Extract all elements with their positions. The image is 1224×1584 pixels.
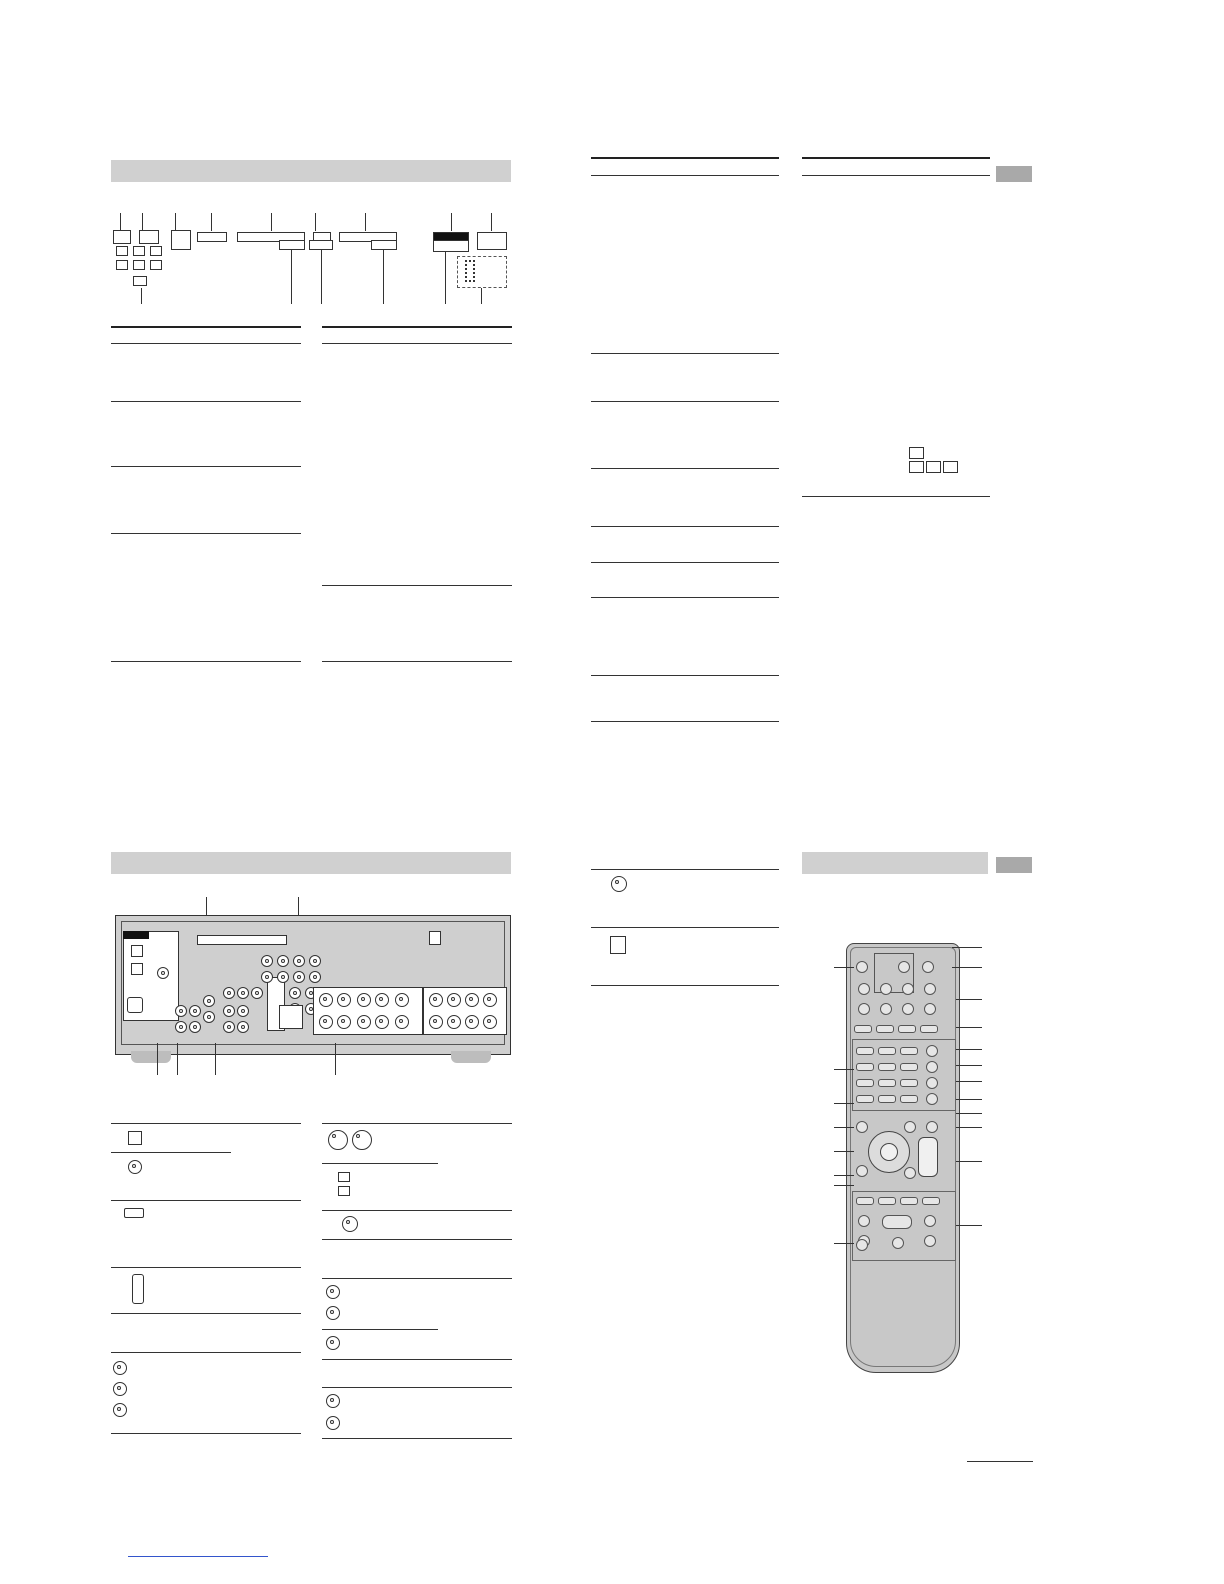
speaker-indicator	[116, 260, 128, 270]
system-power-button[interactable]	[922, 961, 934, 973]
speaker-indicator	[943, 461, 958, 473]
rca-jack-icon	[326, 1394, 340, 1408]
rca-jack-icon	[326, 1416, 340, 1430]
speaker-indicator	[909, 461, 924, 473]
volume-rocker[interactable]	[918, 1137, 938, 1177]
side-tab	[996, 166, 1032, 182]
rca-jack-icon	[113, 1382, 127, 1396]
power-button[interactable]	[856, 961, 868, 973]
rca-jack-icon	[326, 1285, 340, 1299]
enter-button[interactable]	[880, 1143, 898, 1161]
indicator-box	[113, 230, 131, 244]
optical-jack-icon	[131, 963, 143, 975]
speaker-indicator	[133, 260, 145, 270]
rear-panel-diagram	[111, 895, 516, 1075]
optical-jack-icon	[131, 945, 143, 957]
shift-button[interactable]	[856, 1239, 868, 1251]
hdmi-port-icon	[124, 1208, 144, 1218]
coaxial-jack-icon	[157, 967, 169, 979]
side-tab	[996, 857, 1032, 873]
indicator-box	[309, 240, 333, 250]
indicator-box	[197, 232, 227, 242]
speaker-indicator	[116, 246, 128, 256]
indicator-box	[279, 240, 305, 250]
remote-section-band	[802, 852, 988, 874]
speaker-terminal-icon	[328, 1130, 348, 1150]
dmport-icon	[127, 997, 143, 1013]
av-button[interactable]	[898, 961, 910, 973]
optical-jack-icon	[128, 1131, 142, 1145]
antenna-terminal-icon	[342, 1216, 358, 1232]
speaker-terminal-icon	[352, 1130, 372, 1150]
coaxial-jack-icon	[611, 876, 627, 892]
speaker-terminal-icon	[610, 936, 626, 954]
rca-jack-icon	[113, 1361, 127, 1375]
speaker-indicator	[150, 260, 162, 270]
display-diagram	[111, 210, 511, 305]
remote-control-diagram	[812, 935, 992, 1375]
speaker-indicator	[909, 447, 924, 459]
antenna-terminal-icon	[279, 1005, 303, 1029]
speaker-indicator	[133, 246, 145, 256]
display-section-band	[111, 160, 511, 182]
speaker-indicator	[926, 461, 941, 473]
dmport-icon	[132, 1274, 144, 1304]
rca-jack-icon	[113, 1403, 127, 1417]
indicator-box	[371, 240, 397, 250]
rca-jack-icon	[326, 1306, 340, 1320]
coaxial-jack-icon	[128, 1160, 142, 1174]
indicator-box	[477, 232, 507, 250]
speaker-indicator	[133, 276, 147, 286]
matrix-indicator-digit	[465, 260, 475, 282]
indicator-box	[139, 230, 159, 244]
indicator-box	[433, 240, 469, 252]
rca-jack-icon	[326, 1336, 340, 1350]
rear-panel-section-band	[111, 852, 511, 874]
speaker-terminal-icon	[338, 1186, 350, 1196]
speaker-terminal-icon	[338, 1172, 350, 1182]
speaker-indicator	[150, 246, 162, 256]
indicator-box	[171, 230, 191, 250]
footer-link[interactable]	[128, 1556, 268, 1557]
